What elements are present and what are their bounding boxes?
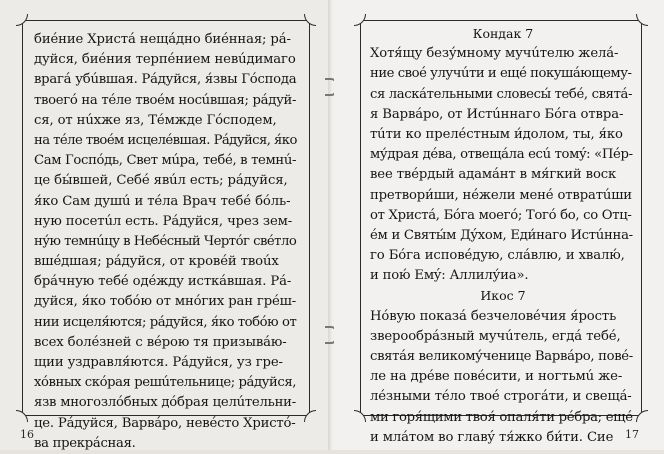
text-line: врагá убúвшая. Рáдуйся, я́звы Гóспода [34, 72, 297, 88]
text-line: всех болéзней с вéрою тя призывáю- [34, 334, 287, 350]
text-line: вее твéрдый адамáнт в мя́гкий воск [370, 167, 617, 183]
text-line: от Христá, Бóга моегó; Тогó бо, со Отц- [370, 207, 632, 223]
text-line: дуйся, биéния терпéнием невúдимаго [34, 52, 296, 68]
right-page [334, 0, 664, 450]
page-number-right: 17 [625, 428, 639, 441]
text-line: ми горя́щими твоя́ опаля́ти рéбра; ещé [370, 409, 633, 425]
text-line: дуйся, я́ко тобóю от мнóгих ран грéш- [34, 294, 297, 310]
kontakion-heading: Кондак 7 [472, 26, 534, 41]
text-line: святáя великому́ченице Варвáро, повé- [370, 349, 633, 364]
text-line: щии уздравля́ются. Рáдуйся, уз гре- [34, 355, 283, 370]
text-line: я Варвáро, от Истúннаго Бóга отвра- [370, 106, 624, 122]
ikos-heading: Икос 7 [480, 288, 526, 304]
text-line: я́ко Сам душú и тéла Врач тебé бóль- [34, 193, 291, 209]
text-line: ся ласкáтельными словесы́ тебé, святá- [370, 86, 633, 102]
text-line: нии исцеля́ются; рáдуйся, я́ко тобóю от [34, 314, 297, 330]
text-line: твоегó на тéле твоéм носúвшая; рáдуй- [34, 92, 297, 108]
text-line: язв многозлóбных дóбрая целúтельни- [34, 395, 296, 411]
text-line: це бы́вшей, Себé явúл есть; рáдуйся, [34, 173, 288, 189]
text-line: ва прекрáсная. [34, 435, 136, 451]
corner-ornament [304, 14, 316, 26]
left-page [0, 0, 330, 450]
text-line: ся, от нúхже яз, Тéмжде Гóсподем, [34, 112, 277, 128]
corner-ornament [354, 14, 366, 26]
text-line: на тéле твоéм исцелéвшая. Рáдуйся, я́ко [34, 132, 297, 148]
text-line: претвори́ши, нéжели менé отвратúши [370, 187, 632, 203]
text-line: ние своé улучúти и ещé покушáющему- [370, 66, 632, 82]
ikos-body [370, 307, 636, 448]
text-line: хóвных скóрая решúтельнице; рáдуйся, [34, 375, 297, 391]
text-line: и млáтом во главý тя́жко би́ти. Сие [370, 429, 614, 445]
text-line: тúти ко прелéстным и́долом, ты, я́ко [370, 126, 623, 142]
corner-ornament [354, 410, 366, 422]
text-line: вшéдшая; рáдуйся, от кровéй твоúх [34, 254, 279, 270]
corner-ornament [636, 14, 648, 26]
text-line: брáчную тебé одéжду исткáвшая. Рá- [34, 274, 292, 290]
text-line: го Бóга исповéдую, слáвлю, и хвалю́, [370, 248, 625, 264]
corner-ornament [636, 410, 648, 422]
text-line: лéзными тéло твоé строгáти, и свещá- [370, 389, 632, 405]
text-line: Сам Госпóдь, Свет мúра, тебé, в темнú- [34, 153, 297, 169]
text-line: зверообрáзный мучúтель, егдá тебé, [370, 328, 621, 344]
page-number-left: 16 [20, 428, 34, 441]
corner-ornament [16, 410, 28, 422]
left-page-text [34, 30, 300, 454]
corner-ornament [304, 410, 316, 422]
corner-ornament [16, 14, 28, 26]
text-line: Хотя́щу безу́мному мучúтелю желá- [370, 46, 619, 62]
text-line: му́драя дéва, отвещáла есú томý: «Пéр- [370, 147, 633, 163]
text-line: ную посетúл есть. Рáдуйся, чрез зем- [34, 213, 293, 229]
text-line: Нóвую показá безчеловéчия я́рость [370, 308, 617, 324]
text-line: биéние Христá нещáдно биéнная; рá- [34, 32, 291, 47]
text-line: ле на дрéве повéсити, и ногтьмú же- [370, 369, 623, 385]
text-line: éм и Святы́м Дýхом, Еди́наго Истúнна- [370, 227, 633, 243]
text-line: це. Рáдуйся, Варвáро, невéсто Христó- [34, 415, 296, 431]
right-page-text [370, 24, 636, 448]
text-line: ну́ю темнúцу в Небéсный Чертóг свéтло [34, 233, 297, 249]
kontakion-body [370, 44, 636, 286]
text-line: и пою́ Емý: Аллилу́иа». [370, 268, 529, 284]
